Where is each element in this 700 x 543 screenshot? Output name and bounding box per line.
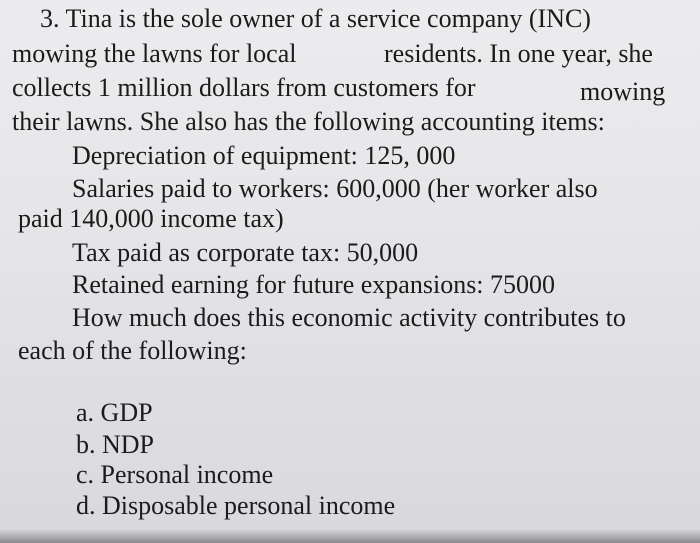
item-question: How much does this economic activity contributes to (72, 303, 626, 332)
option-ndp: b. NDP (76, 430, 155, 459)
item-salaries-continued: paid 140,000 income tax) (18, 204, 284, 233)
question-text-segment: mowing the lawns for local (12, 39, 297, 68)
item-corporate-tax: Tax paid as corporate tax: 50,000 (72, 238, 419, 267)
item-question-continued: each of the following: (18, 336, 247, 365)
item-salaries: Salaries paid to workers: 600,000 (her worker also (72, 174, 598, 203)
question-text-segment: their lawns. She also has the following accounting items: (12, 107, 605, 136)
question-title: 3. Tina is the sole owner of a service company (INC) (40, 4, 591, 33)
option-gdp: a. GDP (76, 398, 153, 427)
item-depreciation: Depreciation of equipment: 125, 000 (72, 141, 456, 170)
option-disposable-personal-income: d. Disposable personal income (76, 491, 396, 520)
option-personal-income: c. Personal income (76, 460, 274, 489)
item-retained-earnings: Retained earning for future expansions: 75000 (72, 270, 556, 299)
question-text-segment: mowing (580, 77, 666, 106)
screen-edge-shadow (0, 529, 700, 543)
question-text-segment: collects 1 million dollars from customers for (12, 73, 476, 102)
question-text-segment: residents. In one year, she (384, 39, 653, 68)
